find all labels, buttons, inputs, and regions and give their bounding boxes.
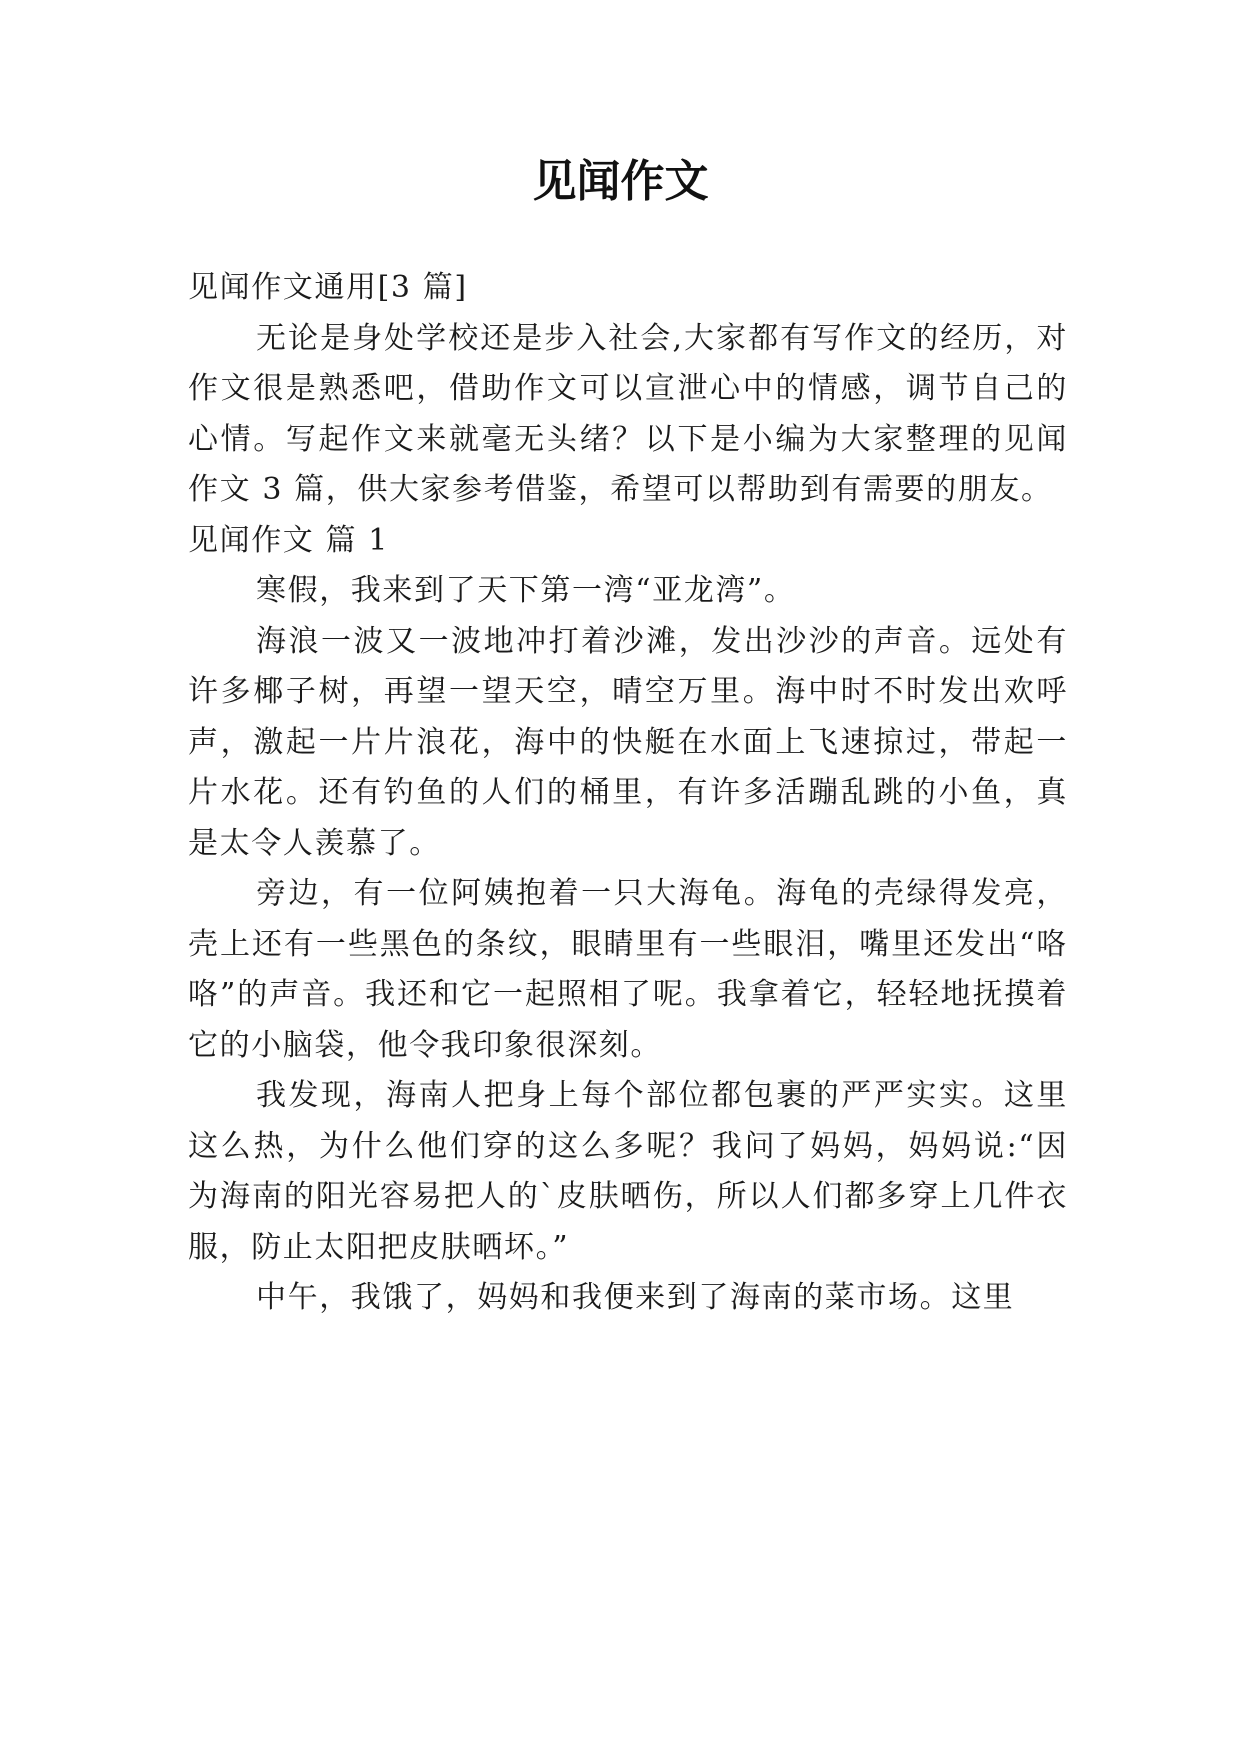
document-title: 见闻作文: [532, 156, 709, 207]
body-paragraph-3: 旁边，有一位阿姨抱着一只大海龟。海龟的壳绿得发亮，壳上还有一些黑色的条纹，眼睛里有一些眼泪，嘴里还发出“咯咯”的声音。我还和它一起照相了呢。我拿着它，轻轻地抚摸着它的小脑袋，他令我印象很深刻。: [188, 876, 1068, 1063]
body-paragraph-5: 中午，我饿了，妈妈和我便来到了海南的菜市场。这里: [256, 1280, 1015, 1315]
intro-paragraph: 无论是身处学校还是步入社会,大家都有写作文的经历，对作文很是熟悉吧，借助作文可以宣泄心中的情感，调节自己的心情。写起作文来就毫无头绪？以下是小编为大家整理的见闻作文 3 篇，供大家参考借鉴，希望可以帮助到有需要的朋友。: [188, 320, 1068, 507]
body-paragraph-2: 海浪一波又一波地冲打着沙滩，发出沙沙的声音。远处有许多椰子树，再望一望天空，晴空万里。海中时不时发出欢呼声，激起一片片浪花，海中的快艇在水面上飞速掠过，带起一片水花。还有钓鱼的人们的桶里，有许多活蹦乱跳的小鱼，真是太令人羡慕了。: [188, 623, 1068, 861]
body-paragraph-4: 我发现，海南人把身上每个部位都包裹的严严实实。这里这么热，为什么他们穿的这么多呢？我问了妈妈，妈妈说:“因为海南的阳光容易把人的`皮肤晒伤，所以人们都多穿上几件衣服，防止太阳把皮肤晒坏。”: [188, 1078, 1068, 1265]
document-body: [188, 263, 1068, 1324]
body-paragraph-1: 寒假，我来到了天下第一湾“亚龙湾”。: [256, 573, 796, 608]
section-heading: 见闻作文 篇 1: [188, 522, 389, 558]
document-subtitle: 见闻作文通用[3 篇]: [188, 270, 468, 305]
